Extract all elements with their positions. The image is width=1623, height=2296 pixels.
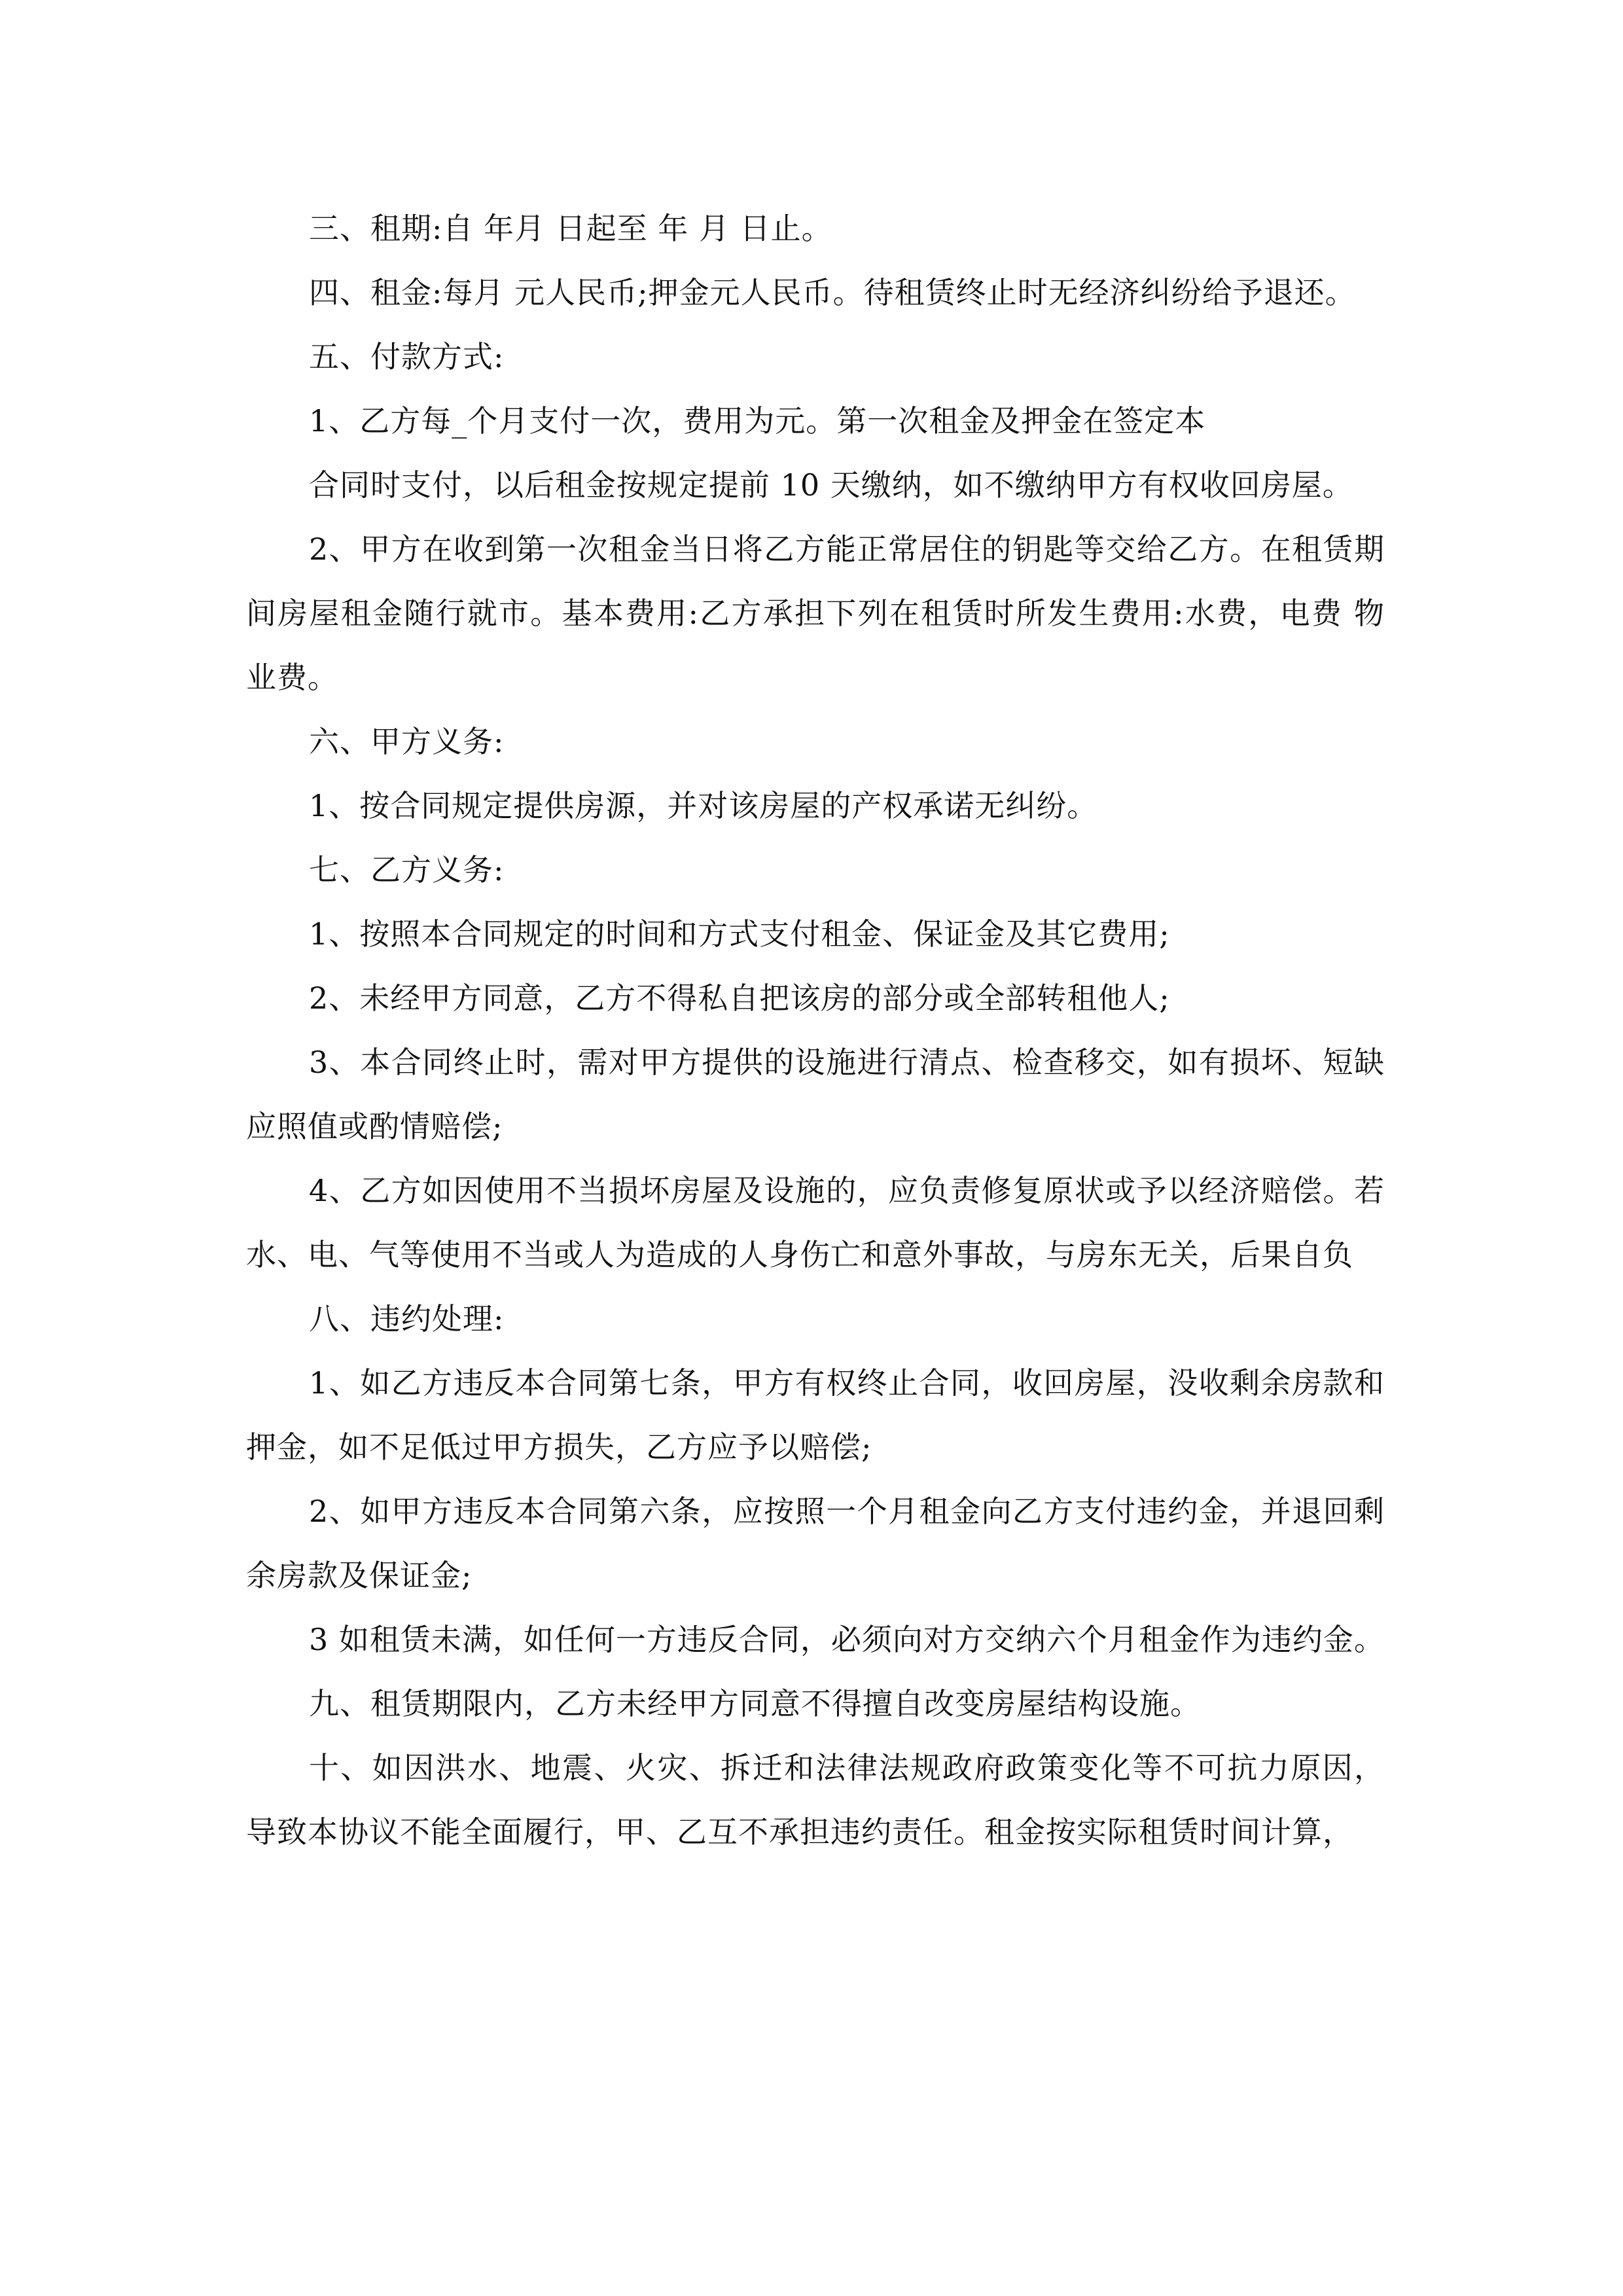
- paragraph-breach-2: 2、如甲方违反本合同第六条，应按照一个月租金向乙方支付违约金，并退回剩余房款及保证金;: [246, 1494, 1385, 1593]
- paragraph-party-b-4: 4、乙方如因使用不当损坏房屋及设施的，应负责修复原状或予以经济赔偿。若水、电、气等使用不当或人为造成的人身伤亡和意外事故，与房东无关，后果自负: [246, 1173, 1385, 1272]
- paragraph-party-b-1: 1、按照本合同规定的时间和方式支付租金、保证金及其它费用;: [309, 916, 1170, 952]
- paragraph-breach-3: 3 如租赁未满，如任何一方违反合同，必须向对方交纳六个月租金作为违约金。: [309, 1622, 1385, 1657]
- paragraph-payment-2: 2、甲方在收到第一次租金当日将乙方能正常居住的钥匙等交给乙方。在租赁期间房屋租金随行就市。基本费用:乙方承担下列在租赁时所发生费用:水费，电费 物业费。: [246, 531, 1385, 695]
- section-heading-payment: 五、付款方式:: [309, 339, 505, 374]
- paragraph-payment-1: 1、乙方每_个月支付一次，费用为元。第一次租金及押金在签定本: [309, 403, 1206, 439]
- paragraph-party-b-2: 2、未经甲方同意，乙方不得私自把该房的部分或全部转租他人;: [309, 980, 1170, 1016]
- paragraph-party-b-3: 3、本合同终止时，需对甲方提供的设施进行清点、检查移交，如有损坏、短缺应照值或酌情赔偿;: [246, 1045, 1385, 1144]
- paragraph-party-a-1: 1、按合同规定提供房源，并对该房屋的产权承诺无纠纷。: [309, 788, 1098, 823]
- paragraph-structure: 九、租赁期限内，乙方未经甲方同意不得擅自改变房屋结构设施。: [309, 1686, 1201, 1721]
- paragraph-rent: 四、租金:每月 元人民币;押金元人民币。待租赁终止时无经济纠纷给予退还。: [309, 275, 1356, 310]
- document-body: [246, 196, 1385, 1864]
- paragraph-payment-1-cont: 合同时支付，以后租金按规定提前 10 天缴纳，如不缴纳甲方有权收回房屋。: [309, 467, 1353, 503]
- paragraph-term: 三、租期:自 年月 日起至 年 月 日止。: [309, 211, 832, 246]
- section-heading-party-a: 六、甲方义务:: [309, 724, 505, 759]
- section-heading-breach: 八、违约处理:: [309, 1301, 505, 1336]
- paragraph-force-majeure: 十、如因洪水、地震、火灾、拆迁和法律法规政府政策变化等不可抗力原因，导致本协议不能全面履行，甲、乙互不承担违约责任。租金按实际租赁时间计算，: [246, 1750, 1385, 1850]
- section-heading-party-b: 七、乙方义务:: [309, 852, 505, 888]
- paragraph-breach-1: 1、如乙方违反本合同第七条，甲方有权终止合同，收回房屋，没收剩余房款和押金，如不足低过甲方损失，乙方应予以赔偿;: [246, 1365, 1385, 1465]
